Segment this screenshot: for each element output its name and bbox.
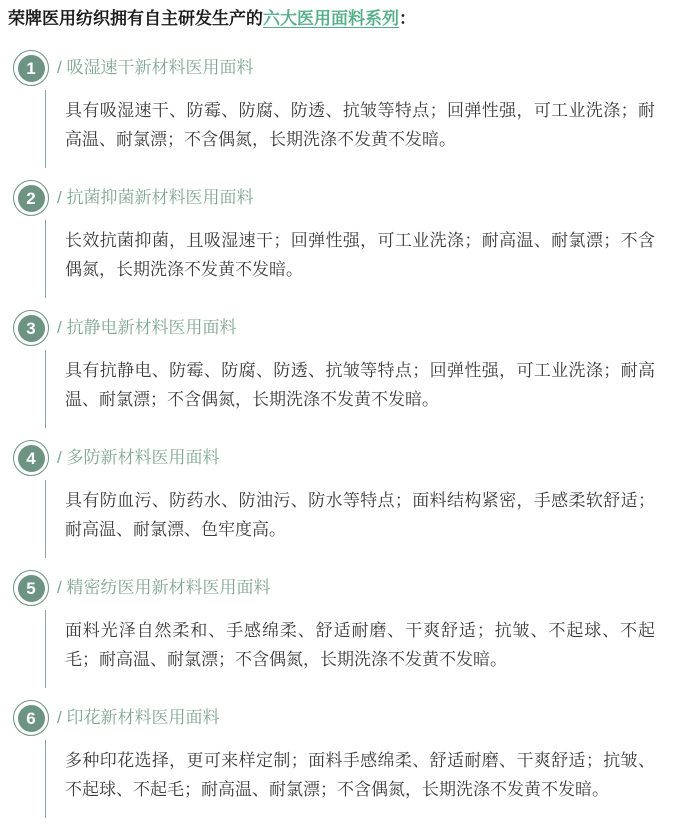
item-divider-line (45, 610, 46, 688)
item-title: / 抗静电新材料医用面料 (57, 318, 237, 337)
intro-text-colon: ： (399, 9, 416, 28)
item-number: 2 (18, 185, 45, 212)
fabric-item-3 (0, 310, 677, 414)
item-number: 5 (18, 575, 45, 602)
item-number-badge (13, 570, 49, 606)
fabric-item-2 (0, 180, 677, 284)
item-divider-line (45, 740, 46, 818)
item-divider-line (45, 480, 46, 558)
item-divider-line (45, 350, 46, 428)
item-description: 多种印花选择，更可来样定制；面料手感绵柔、舒适耐磨、干爽舒适；抗皱、不起球、不起毛；耐高温、耐氯漂；不含偶氮，长期洗涤不发黄不发暗。 (65, 751, 655, 799)
fabric-item-4 (0, 440, 677, 544)
item-number-badge (13, 50, 49, 86)
item-number: 3 (18, 315, 45, 342)
fabric-item-5 (0, 570, 677, 674)
item-title: / 精密纺医用新材料医用面料 (57, 578, 271, 597)
item-description: 面料光泽自然柔和、手感绵柔、舒适耐磨、干爽舒适；抗皱、不起球、不起毛；耐高温、耐氯漂；不含偶氮，长期洗涤不发黄不发暗。 (65, 621, 655, 669)
item-title: / 多防新材料医用面料 (57, 448, 220, 467)
item-description: 具有抗静电、防霉、防腐、防透、抗皱等特点；回弹性强，可工业洗涤；耐高温、耐氯漂；不含偶氮，长期洗涤不发黄不发暗。 (65, 361, 655, 409)
item-title: / 印花新材料医用面料 (57, 708, 220, 727)
item-description: 具有吸湿速干、防霉、防腐、防透、抗皱等特点；回弹性强，可工业洗涤；耐高温、耐氯漂；不含偶氮，长期洗涤不发黄不发暗。 (65, 101, 655, 149)
item-divider-line (45, 220, 46, 298)
item-number-badge (13, 310, 49, 346)
item-divider-line (45, 90, 46, 168)
fabric-item-6 (0, 700, 677, 804)
item-title: / 抗菌抑菌新材料医用面料 (57, 188, 254, 207)
item-description: 具有防血污、防药水、防油污、防水等特点；面料结构紧密，手感柔软舒适；耐高温、耐氯漂、色牢度高。 (65, 491, 655, 539)
item-number: 1 (18, 55, 45, 82)
item-number-badge (13, 700, 49, 736)
intro-text-prefix: 荣牌医用纺织拥有自主研发生产的 (8, 9, 263, 28)
fabric-series-link[interactable]: 六大医用面料系列 (263, 9, 399, 28)
fabric-item-1 (0, 50, 677, 154)
item-number: 4 (18, 445, 45, 472)
item-number-badge (13, 440, 49, 476)
item-description: 长效抗菌抑菌，且吸湿速干；回弹性强，可工业洗涤；耐高温、耐氯漂；不含偶氮，长期洗涤不发黄不发暗。 (65, 231, 655, 279)
item-title: / 吸湿速干新材料医用面料 (57, 58, 254, 77)
item-number-badge (13, 180, 49, 216)
intro-heading (8, 8, 657, 30)
item-number: 6 (18, 705, 45, 732)
